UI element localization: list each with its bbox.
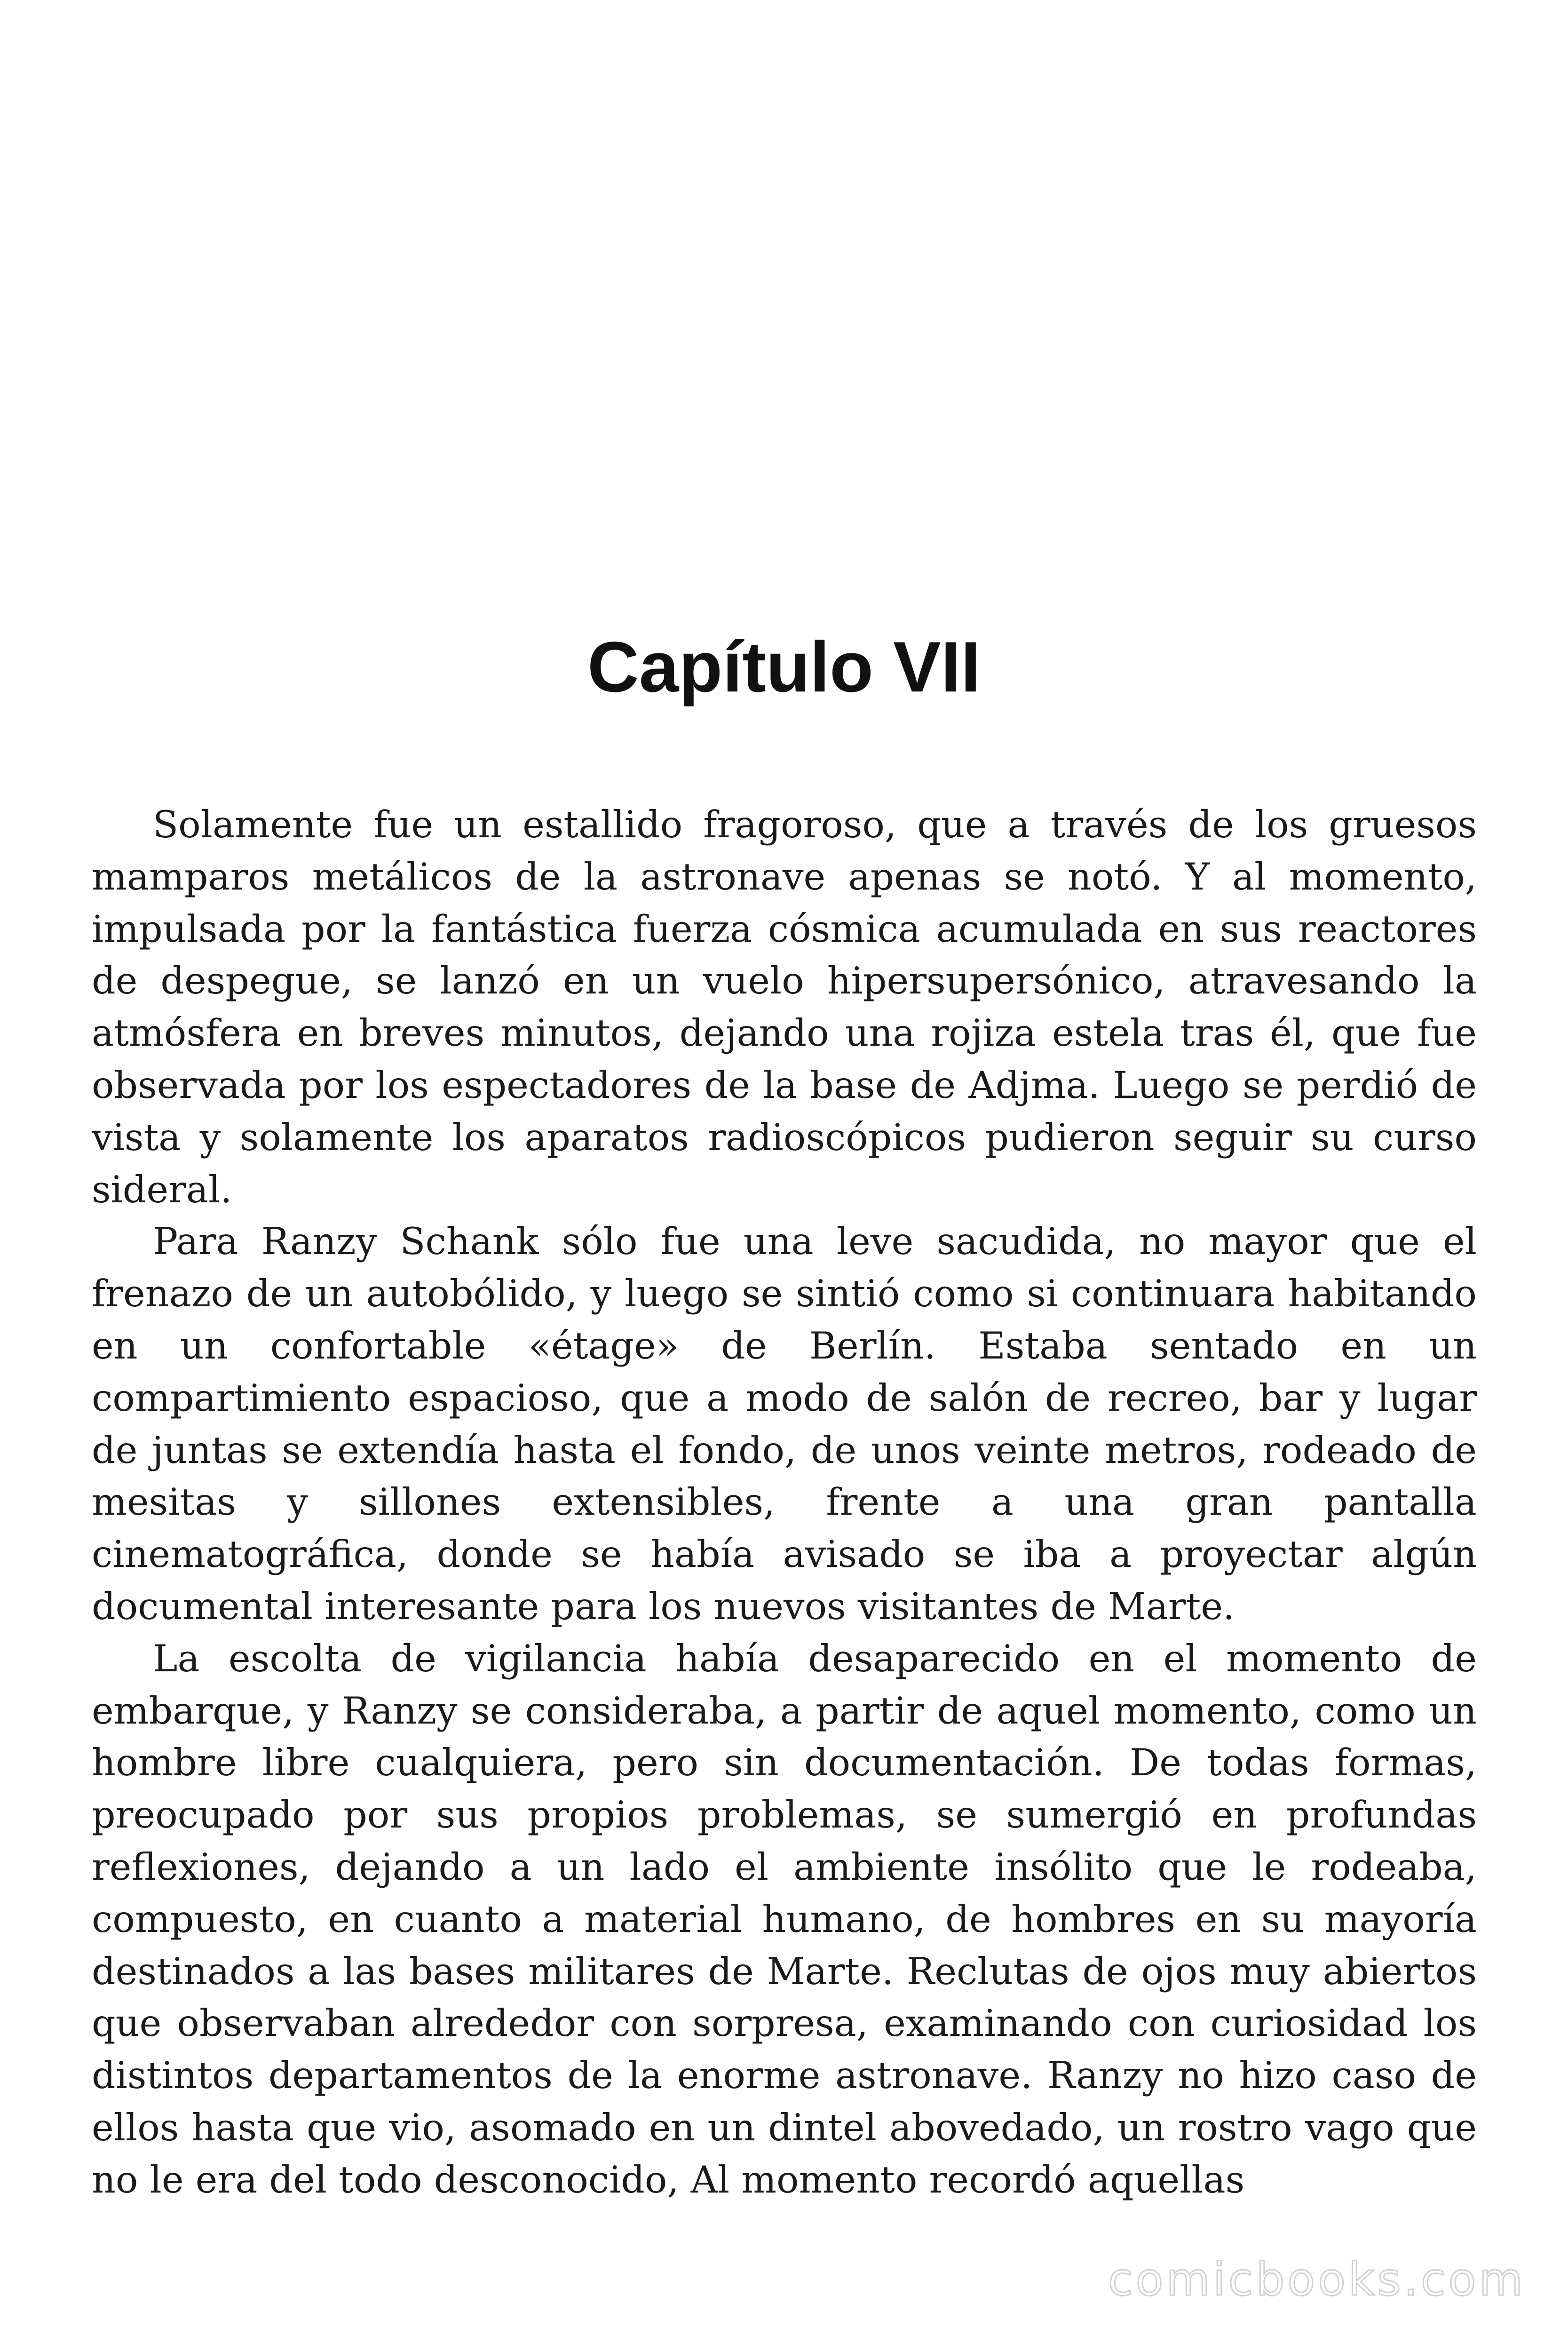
- paragraph: La escolta de vigilancia había desaparecido en el momento de embarque, y Ranzy se consideraba, a partir de aquel momento, como un hombre libre cualquiera, pero sin documentación. De todas formas, preocupado por sus propios problemas, se sumergió en profundas reflexiones, dejando a un lado el ambiente insólito que le rodeaba, compuesto, en cuanto a material humano, de hombres en su mayoría destinados a las bases militares de Marte. Reclutas de ojos muy abiertos que observaban alrededor con sorpresa, examinando con curiosidad los distintos departamentos de la enorme astronave. Ranzy no hizo caso de ellos hasta que vio, asomado en un dintel abovedado, un rostro vago que no le era del todo desconocido, Al momento recordó aquellas: [92, 1637, 1477, 2201]
- chapter-body: [92, 799, 1477, 2206]
- chapter-title: Capítulo VII: [587, 627, 981, 707]
- paragraph: Para Ranzy Schank sólo fue una leve sacudida, no mayor que el frenazo de un autobólido, y luego se sintió como si continuara habitando en un confortable «étage» de Berlín. Estaba sentado en un compartimiento espacioso, que a modo de salón de recreo, bar y lugar de juntas se extendía hasta el fondo, de unos veinte metros, rodeado de mesitas y sillones extensibles, frente a una gran pantalla cinematográfica, donde se había avisado se iba a proyectar algún documental interesante para los nuevos visitantes de Marte.: [92, 1220, 1477, 1628]
- paragraph: Solamente fue un estallido fragoroso, que a través de los gruesos mamparos metálicos de la astronave apenas se notó. Y al momento, impulsada por la fantástica fuerza cósmica acumulada en sus reactores de despegue, se lanzó en un vuelo hipersupersónico, atravesando la atmósfera en breves minutos, dejando una rojiza estela tras él, que fue observada por los espectadores de la base de Adjma. Luego se perdió de vista y solamente los aparatos radioscópicos pudieron seguir su curso sideral.: [92, 803, 1477, 1211]
- watermark: comicbooks.com: [1108, 2253, 1526, 2306]
